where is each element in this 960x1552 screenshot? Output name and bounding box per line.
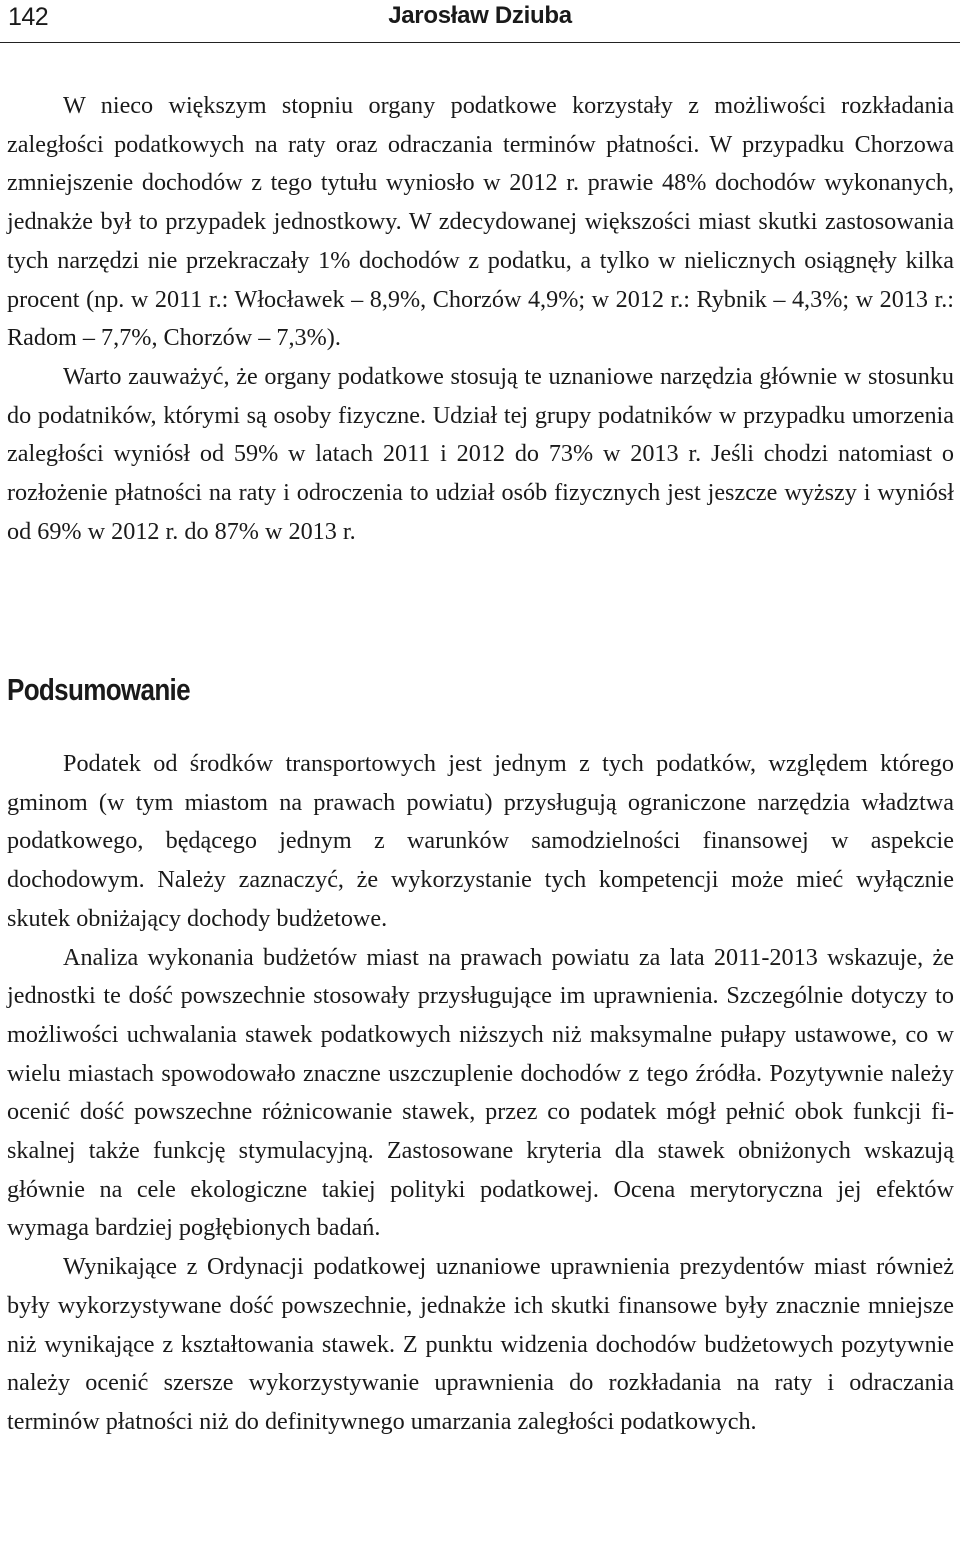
paragraph: Warto zauważyć, że organy podatkowe stosują te uznaniowe narzędzia głównie w stosunku do podatników, którymi są osoby fizyczne. Udział tej grupy podatników w przypadku umorzenia zaległości wyniósł od 59% w latach 2011 i 2012 do 73% w 2013 r. Jeśli chodzi natomiast o rozłożenie płatności na raty i odroczenia to udział osób fizycznych jest jeszcze wyższy i wyniósł od 69% w 2012 r. do 87% w 2013 r. [7,362,954,545]
body-section-summary [7,745,954,1442]
paragraph: Podatek od środków transportowych jest jednym z tych podatków, względem którego gminom (w tym miastom na prawach powiatu) przysługują ograniczone narzędzia władztwa podatkowego, będącego jednym z warunków samodzielności finansowej w aspekcie dochodowym. Należy zaznaczyć, że wykorzystanie tych kompetencji może mieć wyłącznie skutek obniżający dochody budżetowe. [7,750,954,932]
page-number: 142 [8,3,49,31]
paragraph: Wynikające z Ordynacji podatkowej uznaniowe uprawnienia prezydentów miast również były wykorzystywane dość powszechnie, jednakże ich skutki finansowe były znacznie mniejsze niż wynikające z kształtowania stawek. Z punktu widzenia dochodów budżetowych pozytywnie należy ocenić szersze wykorzystywanie uprawnienia do rozkładania na raty i odraczania terminów płatności niż do definitywnego umarzania zaległości podatkowych. [7,1253,954,1435]
section-heading: Podsumowanie [7,672,190,707]
running-header-author: Jarosław Dziuba [388,2,572,29]
paragraph: Analiza wykonania budżetów miast na prawach powiatu za lata 2011-2013 wskazuje, że jednostki te dość powszechnie stosowały przysługujące im uprawnienia. Szczególnie dotyczy to możliwości uchwalania stawek podatkowych niższych niż maksymalne pułapy ustawowe, co w wielu miastach spowodowało znaczne uszczuplenie dochodów z tego źródła. Pozytywnie należy ocenić dość powszechne różnicowanie stawek, przez co podatek mógł pełnić obok funkcji fiskalnej także funkcję stymulacyjną. Zastosowane kryteria dla stawek obniżonych wskazują głównie na cele ekologiczne takiej polityki podatkowej. Ocena merytoryczna jej efektów wymaga bardziej pogłębionych badań. [7,943,954,1242]
running-header [0,0,960,43]
paragraph: W nieco większym stopniu organy podatkowe korzystały z możliwości rozkładania zaległości podatkowych na raty oraz odraczania terminów płatności. W przypadku Chorzowa zmniejszenie dochodów z tego tytułu wyniosło w 2012 r. prawie 48% dochodów wykonanych, jednakże był to przypadek jednostkowy. W zdecydowanej większości miast skutki zastosowania tych narzędzi nie przekraczały 1% dochodów z podatku, a tylko w nielicznych osiągnęły kilka procent (np. w 2011 r.: Włocławek – 8,9%, Chorzów 4,9%; w 2012 r.: Rybnik – 4,3%; w 2013 r.: Radom – 7,7%, Chorzów – 7,3%). [7,92,954,352]
body-section-top [7,87,954,551]
